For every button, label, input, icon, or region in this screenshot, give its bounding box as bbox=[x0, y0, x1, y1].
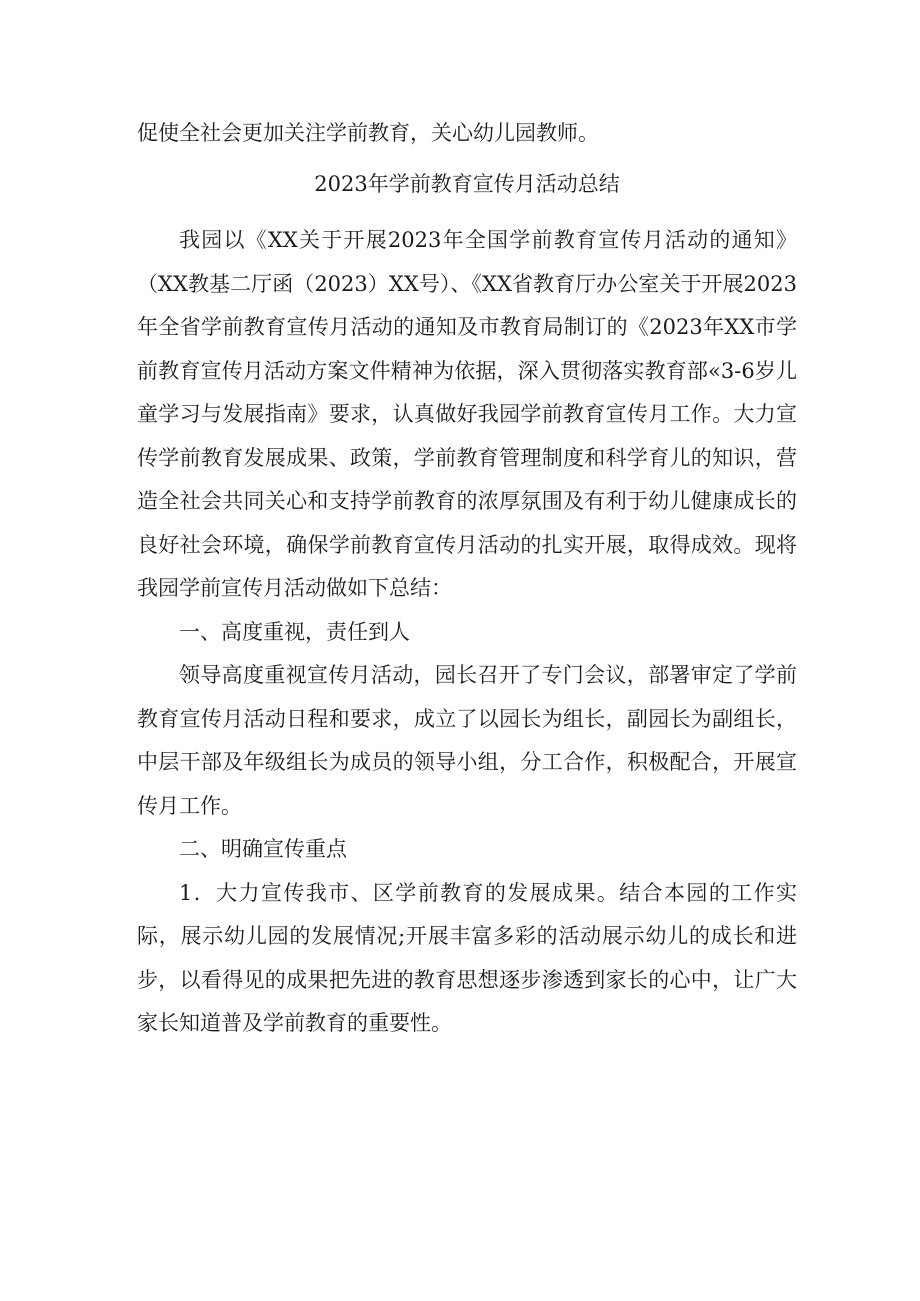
section-heading-2: 二、明确宣传重点 bbox=[179, 837, 347, 861]
continuation-paragraph: 促使全社会更加关注学前教育，关心幼儿园教师。 bbox=[137, 121, 599, 145]
document-body bbox=[137, 112, 797, 1046]
intro-paragraph: 我园以《XX关于开展2023年全国学前教育宣传月活动的通知》（XX教基二厅函（2023）XX号）、《XX省教育厅办公室关于开展2023年全省学前教育宣传月活动的通知及市教育局制订的《2023年XX市学前教育宣传月活动方案文件精神为依据，深入贯彻落实教育部«3-6岁儿童学习与发展指南》要求，认真做好我园学前教育宣传月工作。大力宣传学前教育发展成果、政策，学前教育管理制度和科学育儿的知识，营造全社会共同关心和支持学前教育的浓厚氛围及有利于幼儿健康成长的良好社会环境，确保学前教育宣传月活动的扎实开展，取得成效。现将我园学前宣传月活动做如下总结： bbox=[137, 228, 797, 600]
section-1-paragraph: 领导高度重视宣传月活动，园长召开了专门会议，部署审定了学前教育宣传月活动日程和要求，成立了以园长为组长，副园长为副组长，中层干部及年级组长为成员的领导小组，分工合作，积极配合，开展宣传月工作。 bbox=[137, 663, 797, 818]
document-title: 2023年学前教育宣传月活动总结 bbox=[314, 171, 620, 196]
section-heading-1: 一、高度重视，责任到人 bbox=[179, 619, 410, 644]
section-2-paragraph: 1．大力宣传我市、区学前教育的发展成果。结合本园的工作实际，展示幼儿园的发展情况;开展丰富多彩的活动展示幼儿的成长和进步，以看得见的成果把先进的教育思想逐步渗透到家长的心中，让广大家长知道普及学前教育的重要性。 bbox=[137, 880, 797, 1035]
